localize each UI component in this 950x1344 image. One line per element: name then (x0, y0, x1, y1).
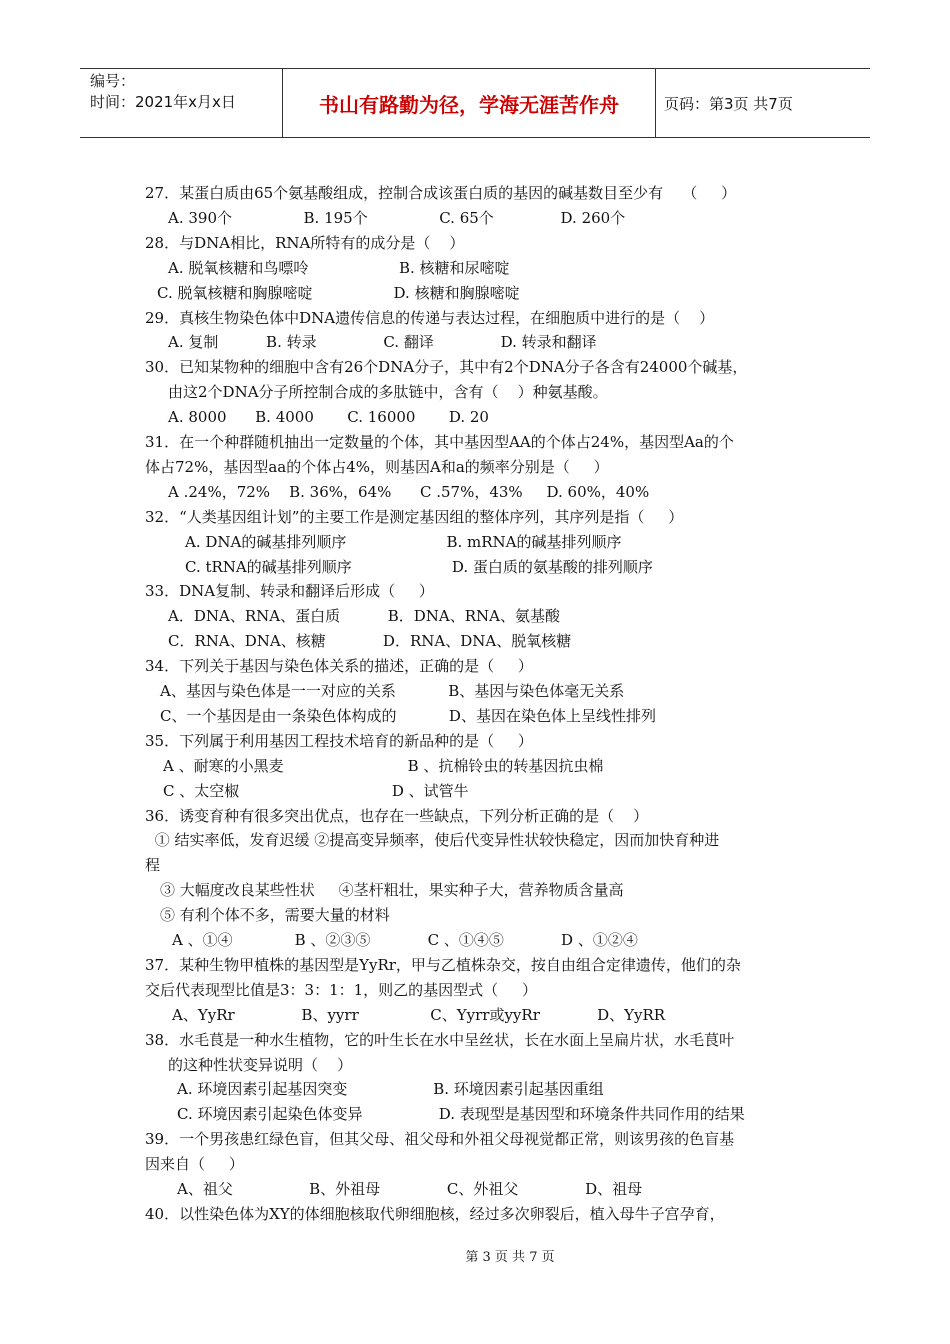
question-line: 27．某蛋白质由65个氨基酸组成，控制合成该蛋白质的基因的碱基数目至少有 （ ） (145, 184, 737, 202)
header-motto: 书山有路勤为径，学海无涯苦作舟 (283, 69, 656, 137)
question-line: 37．某种生物甲植株的基因型是YyRr，甲与乙植株杂交，按自由组合定律遗传，他们的杂 (145, 955, 741, 974)
question-line: 因来自（ ） (145, 1155, 244, 1174)
question-line: A. 环境因素引起基因突变 B. 环境因素引起基因重组 (177, 1080, 604, 1099)
question-line: A. 8000 B. 4000 C. 16000 D. 20 (168, 408, 489, 427)
question-line: 32．“人类基因组计划”的主要工作是测定基因组的整体序列，其序列是指（ ） (145, 507, 684, 526)
question-line: ③ 大幅度改良某些性状 ④茎杆粗壮，果实种子大，营养物质含量高 (160, 881, 624, 900)
question-line: A. 复制 B. 转录 C. 翻译 D. 转录和翻译 (168, 333, 597, 352)
question-line: 39．一个男孩患红绿色盲，但其父母、祖父母和外祖父母视觉都正常，则该男孩的色盲基 (145, 1130, 735, 1149)
question-line: A. 脱氧核糖和鸟嘌呤 B. 核糖和尿嘧啶 (168, 258, 510, 277)
question-line: 由这2个DNA分子所控制合成的多肽链中，含有（ ）种氨基酸。 (168, 383, 608, 402)
question-line: 29．真核生物染色体中DNA遗传信息的传递与表达过程，在细胞质中进行的是（ ） (145, 308, 715, 327)
question-line: 35．下列属于利用基因工程技术培育的新品种的是（ ） (145, 731, 533, 750)
time-label: 时间：2021年x月x日 (90, 93, 236, 111)
question-line: ① 结实率低，发育迟缓 ②提高变异频率，使后代变异性状较快稳定，因而加快育种进 (150, 831, 720, 850)
question-line: A、基因与染色体是一一对应的关系 B、基因与染色体毫无关系 (160, 682, 625, 700)
question-line: 38．水毛茛是一种水生植物，它的叶生长在水中呈丝状，长在水面上呈扁片状，水毛茛叶 (145, 1030, 735, 1049)
question-line: C 、太空椒 D 、试管牛 (163, 781, 469, 800)
question-line: 40．以性染色体为XY的体细胞核取代卵细胞核，经过多次卵裂后，植入母牛子宫孕育， (145, 1204, 725, 1223)
question-line: A、YyRr B、yyrr C、Yyrr或yyRr D、YyRR (172, 1005, 666, 1024)
question-line: 程 (145, 856, 161, 875)
question-line: A、祖父 B、外祖母 C、外祖父 D、祖母 (177, 1180, 643, 1198)
question-line: A. 390个 B. 195个 C. 65个 D. 260个 (168, 208, 626, 227)
question-line: 30．已知某物种的细胞中含有26个DNA分子，其中有2个DNA分子各含有24000个碱基， (145, 358, 748, 377)
question-line: 31．在一个种群随机抽出一定数量的个体，其中基因型AA的个体占24%，基因型Aa的个 (145, 433, 734, 451)
question-line: C．RNA、DNA、核糖 D．RNA、DNA、脱氧核糖 (168, 632, 572, 651)
question-line: ⑤ 有利个体不多，需要大量的材料 (160, 906, 390, 925)
question-line: A．DNA、RNA、蛋白质 B．DNA、RNA、氨基酸 (168, 607, 561, 626)
page-header (80, 68, 870, 138)
question-line: A 、耐寒的小黑麦 B 、抗棉铃虫的转基因抗虫棉 (163, 756, 604, 775)
question-line: C. 脱氧核糖和胸腺嘧啶 D. 核糖和胸腺嘧啶 (157, 283, 520, 302)
question-line: 体占72%，基因型aa的个体占4%，则基因A和a的频率分别是（ ） (145, 457, 609, 476)
question-line: C. 环境因素引起染色体变异 D. 表现型是基因型和环境条件共同作用的结果 (177, 1105, 745, 1124)
question-line: C. tRNA的碱基排列顺序 D. 蛋白质的氨基酸的排列顺序 (185, 557, 653, 576)
question-line: 的这种性状变异说明（ ） (168, 1055, 353, 1074)
question-line: 36．诱变育种有很多突出优点，也存在一些缺点，下列分析正确的是（ ） (145, 806, 649, 825)
code-label: 编号： (90, 72, 136, 90)
question-line: 28．与DNA相比，RNA所特有的成分是（ ） (145, 233, 465, 252)
question-line: A. DNA的碱基排列顺序 B. mRNA的碱基排列顺序 (185, 532, 622, 551)
header-meta (80, 69, 283, 137)
question-line: 33．DNA复制、转录和翻译后形成（ ） (145, 582, 434, 601)
question-line: 34．下列关于基因与染色体关系的描述，正确的是（ ） (145, 657, 533, 676)
question-line: A 、①④ B 、②③⑤ C 、①④⑤ D 、①②④ (172, 931, 638, 949)
question-line: A .24%，72% B. 36%，64% C .57%，43% D. 60%，40% (168, 482, 650, 501)
question-line: C、一个基因是由一条染色体构成的 D、基因在染色体上呈线性排列 (160, 706, 656, 725)
page-footer: 第 3 页 共 7 页 (465, 1250, 555, 1265)
question-line: 交后代表现型比值是3：3：1：1，则乙的基因型式（ ） (145, 980, 538, 999)
header-page-label: 页码：第3页 共7页 (664, 94, 793, 113)
